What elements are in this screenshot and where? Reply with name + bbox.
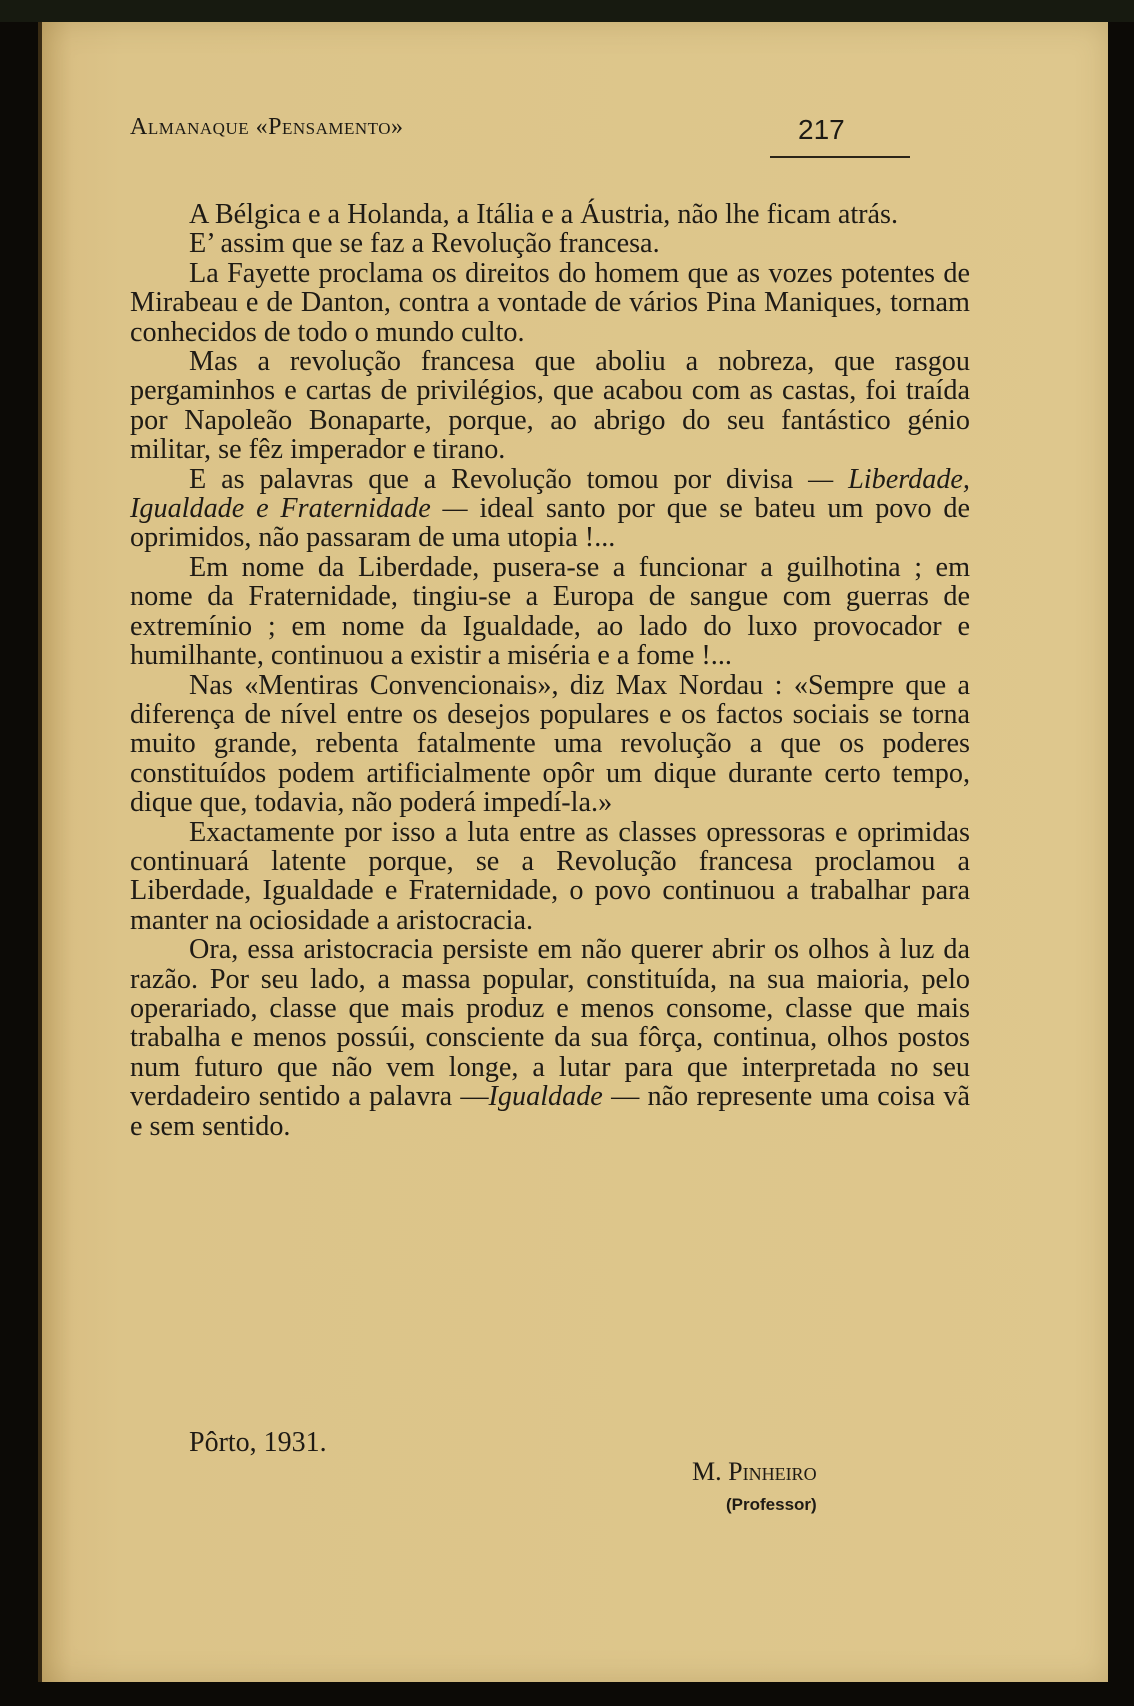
page-header [130, 114, 930, 154]
paragraph: Em nome da Liberdade, pusera-se a funcionar a guilhotina ; em nome da Fraternidade, tingiu-se a Europa de sangue com guerras de extremínio ; em nome da Igualdade, ao lado do luxo provocador e humilhante, continuou a existir a miséria e a fome !... [130, 551, 970, 672]
signature-block [692, 1457, 922, 1515]
paragraph: Exactamente por isso a luta entre as classes opressoras e oprimidas continuará latente porque, se a Revolução francesa proclamou a Liberdade, Igualdade e Fraternidade, o povo continuou a trabalhar para manter na ociosidade a aristocracia. [130, 816, 970, 936]
motto-paragraph [130, 465, 970, 553]
book-page [38, 22, 1108, 1682]
article-body [130, 200, 970, 1141]
header-rule [770, 156, 910, 158]
paragraph: Mas a revolução francesa que aboliu a nobreza, que rasgou pergaminhos e cartas de privilégios, que acabou com as castas, foi traída por Napoleão Bonaparte, porque, ao abrigo do seu fantástico génio militar, se fêz imperador e tirano. [130, 346, 970, 466]
scan-border [0, 0, 1134, 22]
author-title: (Professor) [726, 1495, 817, 1514]
page-number: 217 [798, 114, 845, 145]
final-lead: Ora, essa aristocracia persiste em não querer abrir os olhos à luz da razão. Por seu lado, a massa popular, constituída, na sua maioria, pelo operariado, classe que mais produz e menos consome, classe que mais trabalha e menos possúi, consciente da sua fôrça, continua, olhos postos num futuro que não vem longe, a lutar para que interpretada no seu verdadeiro sentido a palavra — [130, 934, 970, 1113]
paragraph: A Bélgica e a Holanda, a Itália e a Áustria, não lhe ficam atrás. [189, 199, 899, 230]
running-title: Almanaque «Pensamento» [130, 114, 404, 140]
motto-rest: ideal santo por que se bateu um povo de oprimidos, não passaram de uma utopia !... [130, 493, 970, 554]
final-rest: — não represente uma coisa vã e sem sentido. [130, 1081, 971, 1142]
motto-lead: E as palavras que a Revolução tomou por divisa [189, 463, 794, 495]
paragraph: Nas «Mentiras Convencionais», diz Max Nordau : «Sempre que a diferença de nível entre os desejos populares e os factos sociais se torna muito grande, rebenta fatalmente uma revolução a que os poderes constituídos podem artificialmente opôr um dique durante certo tempo, dique que, todavia, não poderá impedí-la.» [130, 669, 970, 819]
final-emphasis: Igualdade [488, 1081, 603, 1113]
author-name: M. Pinheiro [692, 1457, 817, 1486]
place-date: Pôrto, 1931. [189, 1427, 327, 1458]
final-paragraph [130, 935, 970, 1141]
paragraph: La Fayette proclama os direitos do homem que as vozes potentes de Mirabeau e de Danton, contra a vontade de vários Pina Maniques, tornam conhecidos de todo o mundo culto. [130, 257, 970, 348]
paragraph: E’ assim que se faz a Revolução francesa. [189, 228, 660, 260]
motto-text: — Liberdade, Igualdade e Fraternidade — [130, 463, 970, 525]
